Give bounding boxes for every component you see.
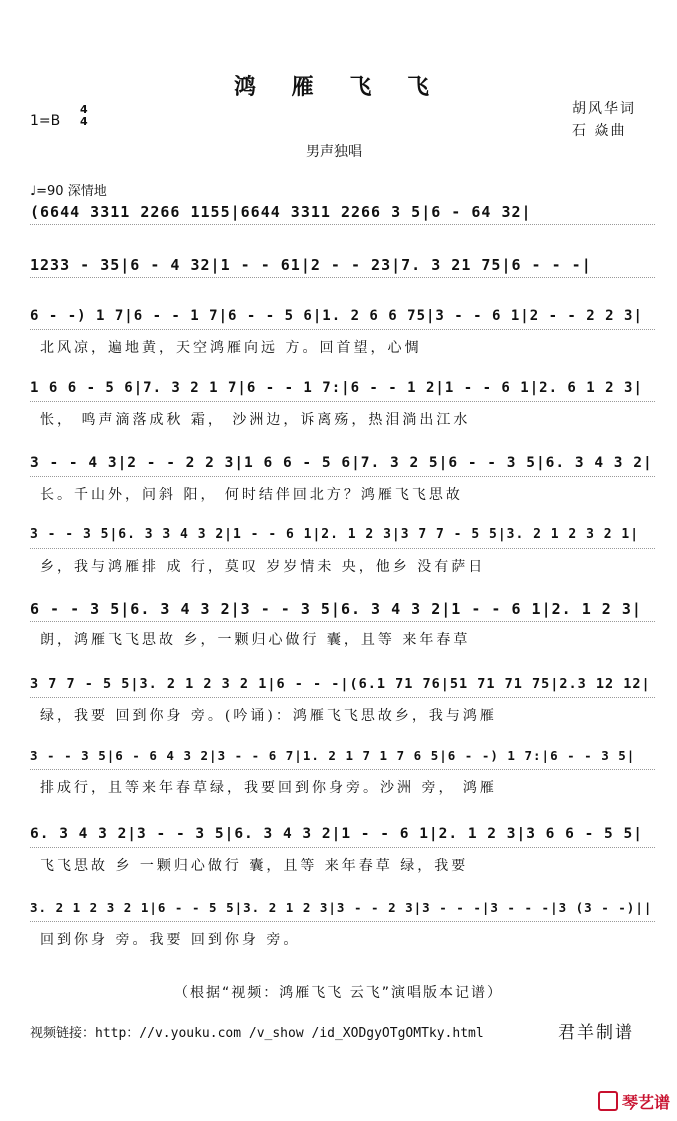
notation-row: 6 - -) 1 7|6 - - 1 7|6 - - 5 6|1. 2 6 6 75|3 - - 6 1|2 - - 2 2 3| [30, 308, 643, 324]
composer: 石 焱曲 [572, 123, 627, 139]
song-title: 鸿 雁 飞 飞 [234, 75, 443, 100]
lyric-line: 绿，我要 回到你身 旁。(吟诵)：鸿雁飞飞思故乡，我与鸿雁 [40, 708, 497, 724]
watermark-text: 琴艺谱 [622, 1093, 671, 1112]
site-watermark [598, 1090, 670, 1113]
rhythm-underline [30, 329, 655, 330]
transcriber-signature: 君羊制谱 [558, 1023, 634, 1043]
rhythm-underline [30, 847, 655, 848]
key-signature: 1=B [30, 113, 61, 129]
rhythm-underline [30, 921, 655, 922]
time-signature [80, 104, 88, 128]
performance-form: 男声独唱 [306, 144, 362, 160]
notation-row: (6644 3311 2266 1155|6644 3311 2266 3 5|6 - 64 32| [30, 203, 532, 221]
rhythm-underline [30, 621, 655, 622]
notation-row: 3 - - 4 3|2 - - 2 2 3|1 6 6 - 5 6|7. 3 2 5|6 - - 3 5|6. 3 4 3 2| [30, 455, 653, 471]
lyricist: 胡风华词 [572, 101, 636, 117]
notation-row: 3 - - 3 5|6. 3 3 4 3 2|1 - - 6 1|2. 1 2 3|3 7 7 - 5 5|3. 2 1 2 3 2 1| [30, 527, 640, 542]
lyric-line: 朗，鸿雁飞飞思故 乡，一颗归心做行 囊，且等 来年春草 [40, 632, 471, 648]
notation-row: 3 7 7 - 5 5|3. 2 1 2 3 2 1|6 - - -|(6.1 71 76|51 71 71 75|2.3 12 12| [30, 676, 651, 692]
lyric-line: 回到你身 旁。我要 回到你身 旁。 [40, 932, 301, 948]
lyric-line: 长。千山外，问斜 阳， 何时结伴回北方？鸿雁飞飞思故 [40, 487, 463, 503]
logo-icon [598, 1091, 618, 1111]
lyric-line: 怅， 鸣声滴落成秋 霜， 沙洲边，诉离殇，热泪淌出江水 [40, 412, 471, 428]
meter-top: 4 [80, 103, 88, 116]
tempo-marking: ♩=90 深情地 [30, 184, 107, 199]
rhythm-underline [30, 224, 655, 225]
lyric-line: 飞飞思故 乡 一颗归心做行 囊，且等 来年春草 绿，我要 [40, 858, 469, 874]
notation-row: 3 - - 3 5|6 - 6 4 3 2|3 - - 6 7|1. 2 1 7 1 7 6 5|6 - -) 1 7:|6 - - 3 5| [30, 748, 636, 763]
rhythm-underline [30, 401, 655, 402]
lyric-line: 乡，我与鸿雁排 成 行，莫叹 岁岁情未 央，他乡 没有萨日 [40, 559, 486, 575]
lyric-line: 排成行，且等来年春草绿，我要回到你身旁。沙洲 旁， 鸿雁 [40, 780, 497, 796]
notation-row: 1 6 6 - 5 6|7. 3 2 1 7|6 - - 1 7:|6 - - 1 2|1 - - 6 1|2. 6 1 2 3| [30, 380, 643, 396]
video-link[interactable]: 视频链接：http：//v.youku.com /v_show /id_XODgyOTgOMTky.html [30, 1026, 484, 1041]
rhythm-underline [30, 769, 655, 770]
meter-bottom: 4 [80, 115, 88, 128]
rhythm-underline [30, 277, 655, 278]
notation-row: 6 - - 3 5|6. 3 4 3 2|3 - - 3 5|6. 3 4 3 2|1 - - 6 1|2. 1 2 3| [30, 600, 642, 618]
notation-row: 1233 - 35|6 - 4 32|1 - - 61|2 - - 23|7. 3 21 75|6 - - -| [30, 256, 592, 274]
rhythm-underline [30, 548, 655, 549]
notation-row: 6. 3 4 3 2|3 - - 3 5|6. 3 4 3 2|1 - - 6 1|2. 1 2 3|3 6 6 - 5 5| [30, 826, 643, 842]
transcription-note: （根据“视频：鸿雁飞飞 云飞”演唱版本记谱） [174, 985, 503, 1001]
rhythm-underline [30, 476, 655, 477]
notation-row: 3. 2 1 2 3 2 1|6 - - 5 5|3. 2 1 2 3|3 - - 2 3|3 - - -|3 - - -|3 (3 - -)|| [30, 900, 653, 915]
lyric-line: 北风凉，遍地黄，天空鸿雁向远 方。回首望，心惆 [40, 340, 422, 356]
rhythm-underline [30, 697, 655, 698]
